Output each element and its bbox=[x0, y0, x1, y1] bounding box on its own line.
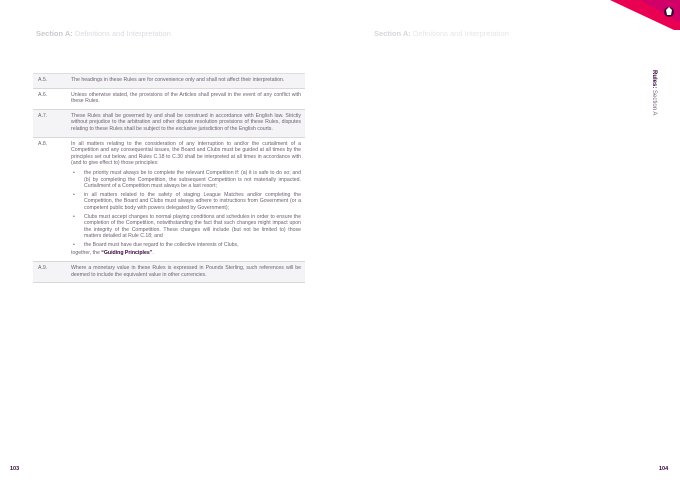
rule-row-a6 bbox=[33, 89, 305, 110]
lion-crest-icon bbox=[664, 7, 674, 17]
rules-table bbox=[33, 73, 305, 283]
list-item: • Clubs must accept changes to normal playing conditions and schedules in order to ensure the completion of the Competition, notwithstanding the fact that such changes might impact upon the integrity of the Competition. These changes will include (but not be limited to) those matters detailed at Rule C.18; and bbox=[71, 214, 301, 240]
side-label-rest: Section A bbox=[651, 90, 657, 116]
header-left-section: Section A: bbox=[36, 29, 73, 38]
rule-text: The headings in these Rules are for convenience only and shall not affect their interpretation. bbox=[71, 77, 285, 83]
rule-number: A.5. bbox=[38, 77, 48, 83]
rule-text: In all matters relating to the consideration of any interruption to and/or the curtailment of a Competition and any consequential issues, the Board and Clubs must be guided at all times by the principles set out below, and Rules C.18 to C.30 shall be interpreted at all times in accordance with (and to give effect to) those principles: bbox=[71, 140, 301, 167]
rule-text-block bbox=[71, 141, 305, 258]
rule-row-a5 bbox=[33, 74, 305, 89]
side-label-strong: Rules: bbox=[651, 70, 657, 89]
rule-row-a8 bbox=[33, 138, 305, 263]
rule-number: A.9. bbox=[38, 265, 48, 272]
header-right-title: Definitions and Interpretation bbox=[412, 29, 509, 38]
rule-row-a7 bbox=[33, 110, 305, 138]
header-left bbox=[36, 29, 171, 38]
rule-closing bbox=[71, 250, 301, 257]
header-left-title: Definitions and Interpretation bbox=[74, 29, 171, 38]
rule-text: These Rules shall be governed by and shall be construed in accordance with English law. Strictly without prejudice to the arbitration and other dispute resolution provisions of these Rules, disputes relating to these Rules shall be subject to the exclusive jurisdiction of the English courts. bbox=[71, 112, 301, 132]
closing-prefix: together, the bbox=[71, 250, 102, 257]
rule-text: Where a monetary value in these Rules is expressed in Pounds Sterling, such references will be deemed to include the equivalent value in other currencies. bbox=[71, 265, 301, 278]
rule-number: A.7. bbox=[38, 112, 48, 119]
header-right bbox=[374, 29, 509, 38]
defined-term: “Guiding Principles” bbox=[101, 250, 153, 257]
list-item: • the priority must always be to complete the relevant Competition if: (a) it is safe to do so; and (b) by completing the Competition, the subsequent Competition is not materially impacted. Curtailment of a Competition must always be a last resort; bbox=[71, 170, 301, 190]
page-number-left: 103 bbox=[10, 466, 20, 472]
corner-logo bbox=[600, 0, 680, 30]
list-item: • in all matters related to the safety of staging League Matches and/or completing the Competition, the Board and Clubs must always adhere to instructions from Government (or a competent public body with powers delegated by Government); bbox=[71, 192, 301, 212]
rule-number: A.6. bbox=[38, 91, 48, 98]
guiding-principles-list bbox=[71, 170, 301, 249]
page-number-right: 104 bbox=[659, 466, 669, 472]
closing-suffix: . bbox=[152, 250, 154, 257]
rule-text: Unless otherwise stated, the provisions of the Articles shall prevail in the event of any conflict with these Rules. bbox=[71, 91, 301, 105]
list-item: • the Board must have due regard to the collective interests of Clubs, bbox=[71, 242, 301, 249]
rule-number: A.8. bbox=[38, 140, 48, 147]
header-right-section: Section A: bbox=[374, 29, 411, 38]
side-section-label bbox=[651, 70, 657, 115]
rule-row-a9 bbox=[33, 262, 305, 283]
